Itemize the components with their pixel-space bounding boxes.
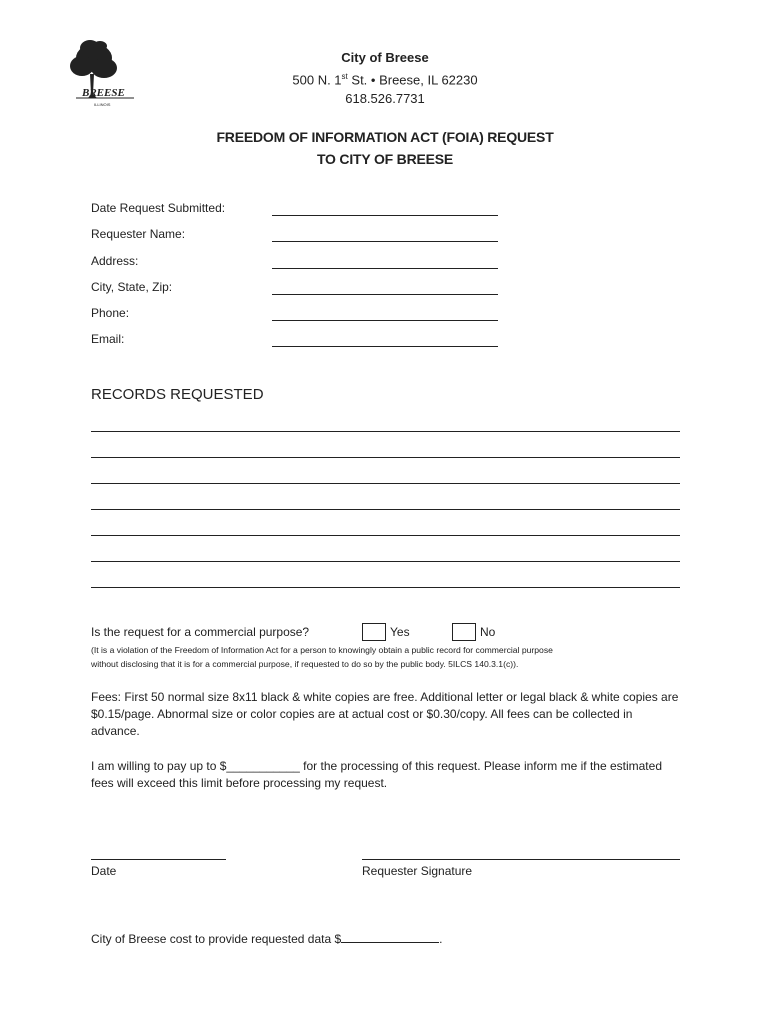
city-state-zip-input-line[interactable] [272, 293, 498, 295]
no-label: No [480, 625, 496, 639]
records-line[interactable] [91, 457, 680, 458]
no-checkbox[interactable] [452, 623, 476, 641]
field-address [91, 254, 511, 280]
field-requester-name [91, 227, 511, 253]
yes-label: Yes [390, 625, 410, 639]
city-address: 500 N. 1st St. • Breese, IL 62230 [292, 72, 478, 88]
logo-text: BREESE [82, 87, 125, 99]
requester-name-input-line[interactable] [272, 240, 498, 242]
date-label: Date [91, 864, 117, 878]
address-input-line[interactable] [272, 267, 498, 269]
requester-signature-label: Requester Signature [362, 864, 473, 878]
letterhead [0, 48, 770, 108]
records-line[interactable] [91, 483, 680, 484]
field-label: Address: [91, 253, 139, 268]
records-line[interactable] [91, 431, 680, 432]
yes-checkbox[interactable] [362, 623, 386, 641]
date-signature-line[interactable] [91, 859, 226, 860]
fees-paragraph: Fees: First 50 normal size 8x11 black & white copies are free. Additional letter or legal black & white copies are $0.15/page. Abnormal size or color copies are at actual cost or $0.30/copy. All fees can be collected in advance. [91, 690, 679, 738]
city-cost-line: City of Breese cost to provide requested data $ . [91, 932, 443, 946]
field-phone [91, 306, 511, 332]
field-city-state-zip [91, 280, 511, 306]
field-label: Date Request Submitted: [91, 201, 226, 215]
form-title: FREEDOM OF INFORMATION ACT (FOIA) REQUEST TO CITY OF BREESE [216, 129, 554, 167]
commercial-purpose-note: (It is a violation of the Freedom of Information Act for a person to knowingly obtain a public record for commercial purpose without disclosing that it is for a commercial purpose, if requested to do so by the public body. 5ILCS 140.3.1(c)). [91, 645, 553, 669]
field-label: Phone: [91, 306, 130, 321]
city-cost-input-line[interactable] [341, 932, 439, 943]
records-line[interactable] [91, 509, 680, 510]
field-label: City, State, Zip: [91, 279, 173, 294]
phone-input-line[interactable] [272, 319, 498, 321]
records-line[interactable] [91, 561, 680, 562]
requester-signature-line[interactable] [362, 859, 680, 860]
field-date-submitted [91, 201, 511, 227]
email-input-line[interactable] [272, 345, 498, 347]
date-submitted-input-line[interactable] [272, 214, 498, 216]
records-line[interactable] [91, 535, 680, 536]
city-name: City of Breese [341, 50, 429, 65]
requester-fields [91, 201, 511, 359]
commercial-purpose-question: Is the request for a commercial purpose? [91, 625, 310, 639]
records-requested-heading: RECORDS REQUESTED [91, 386, 264, 403]
logo-subtext: ILLINOIS [94, 102, 111, 107]
field-label: Email: [91, 332, 125, 347]
willing-to-pay-paragraph: I am willing to pay up to $___________ for the processing of this request. Please inform me if the estimated fees will exceed this limit before processing my request. [91, 759, 662, 790]
city-phone: 618.526.7731 [345, 91, 425, 107]
records-line[interactable] [91, 587, 680, 588]
field-label: Requester Name: [91, 227, 186, 242]
field-email [91, 332, 511, 358]
